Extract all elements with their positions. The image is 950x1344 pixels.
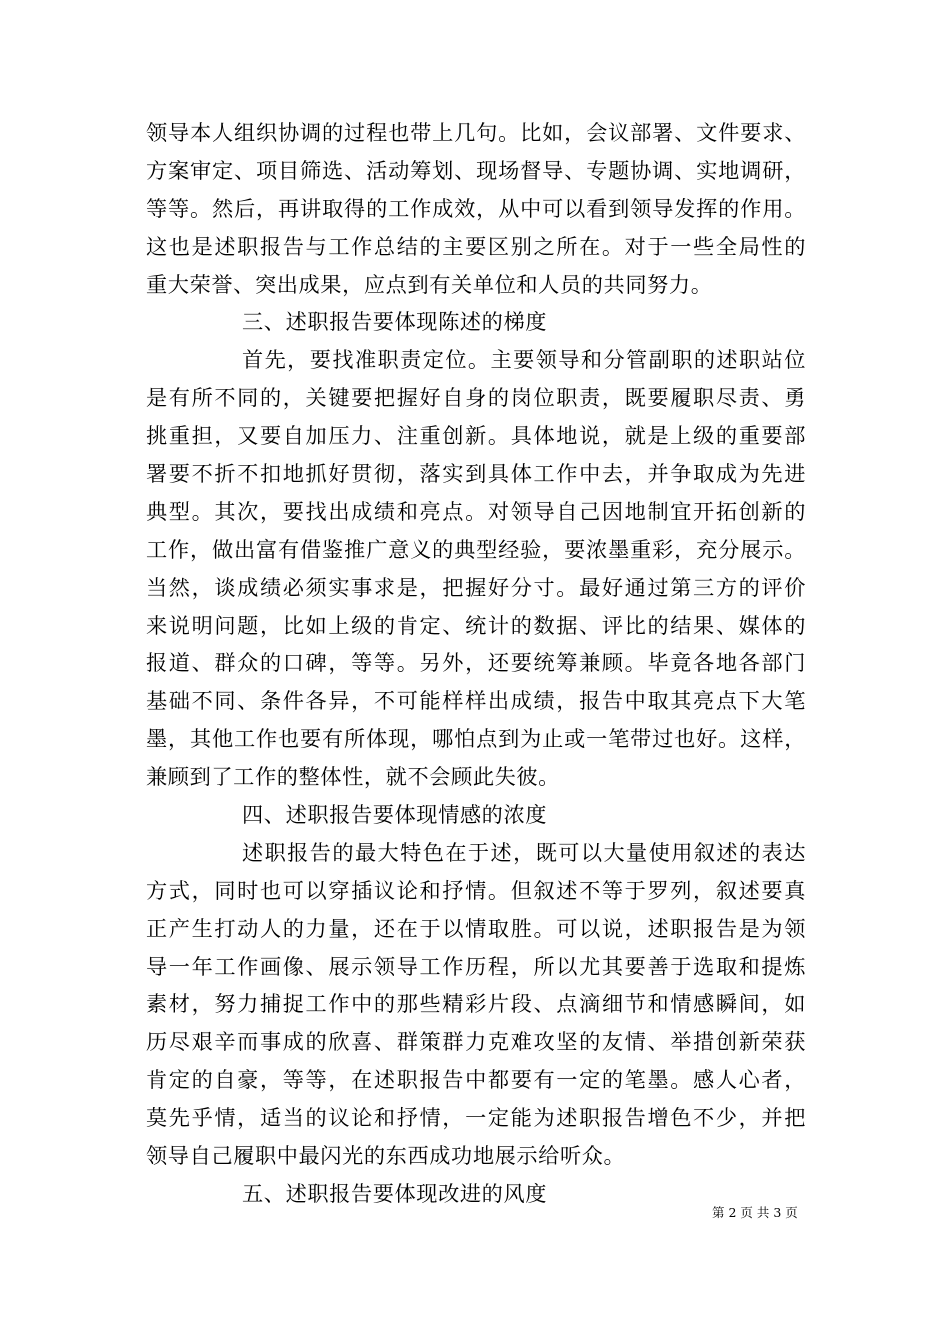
text-line: 署要不折不扣地抓好贯彻，落实到具体工作中去，并争取成为先进: [146, 461, 806, 487]
text-line: 基础不同、条件各异，不可能样样出成绩，报告中取其亮点下大笔: [146, 688, 806, 714]
text-line: 典型。其次，要找出成绩和亮点。对领导自己因地制宜开拓创新的: [146, 498, 806, 524]
section-heading: 三、述职报告要体现陈述的梯度: [242, 309, 548, 335]
text-line: 等等。然后，再讲取得的工作成效，从中可以看到领导发挥的作用。: [146, 195, 806, 221]
text-line: 方案审定、项目筛选、活动筹划、现场督导、专题协调、实地调研，: [146, 157, 806, 183]
section-heading: 四、述职报告要体现情感的浓度: [242, 802, 548, 828]
paragraph-first-line: 首先，要找准职责定位。主要领导和分管副职的述职站位: [242, 347, 806, 373]
paragraph-first-line: 述职报告的最大特色在于述，既可以大量使用叙述的表达: [242, 839, 806, 865]
text-line: 正产生打动人的力量，还在于以情取胜。可以说，述职报告是为领: [146, 915, 806, 941]
text-line: 挑重担，又要自加压力、注重创新。具体地说，就是上级的重要部: [146, 423, 806, 449]
text-line: 素材，努力捕捉工作中的那些精彩片段、点滴细节和情感瞬间，如: [146, 991, 806, 1017]
text-line: 重大荣誉、突出成果，应点到有关单位和人员的共同努力。: [146, 271, 713, 297]
text-line: 导一年工作画像、展示领导工作历程，所以尤其要善于选取和提炼: [146, 953, 806, 979]
text-line: 墨，其他工作也要有所体现，哪怕点到为止或一笔带过也好。这样，: [146, 726, 806, 752]
text-line: 来说明问题，比如上级的肯定、统计的数据、评比的结果、媒体的: [146, 612, 806, 638]
text-line: 领导本人组织协调的过程也带上几句。比如，会议部署、文件要求、: [146, 120, 806, 145]
section-heading: 五、述职报告要体现改进的风度: [242, 1180, 548, 1206]
text-line: 这也是述职报告与工作总结的主要区别之所在。对于一些全局性的: [146, 233, 806, 259]
text-line: 是有所不同的，关键要把握好自身的岗位职责，既要履职尽责、勇: [146, 385, 806, 411]
text-line: 莫先乎情，适当的议论和抒情，一定能为述职报告增色不少，并把: [146, 1105, 806, 1131]
text-line: 当然，谈成绩必须实事求是，把握好分寸。最好通过第三方的评价: [146, 574, 806, 600]
text-line: 报道、群众的口碑，等等。另外，还要统筹兼顾。毕竟各地各部门: [146, 650, 806, 676]
page-number-footer: 第 2 页 共 3 页: [712, 1205, 798, 1220]
text-line: 领导自己履职中最闪光的东西成功地展示给听众。: [146, 1143, 626, 1169]
text-line: 肯定的自豪，等等，在述职报告中都要有一定的笔墨。感人心者，: [146, 1067, 806, 1093]
text-line: 兼顾到了工作的整体性，就不会顾此失彼。: [146, 764, 560, 790]
text-line: 工作，做出富有借鉴推广意义的典型经验，要浓墨重彩，充分展示。: [146, 536, 806, 562]
document-body: [146, 114, 806, 1213]
text-line: 方式，同时也可以穿插议论和抒情。但叙述不等于罗列，叙述要真: [146, 877, 806, 903]
text-line: 历尽艰辛而事成的欣喜、群策群力克难攻坚的友情、举措创新荣获: [146, 1029, 806, 1055]
